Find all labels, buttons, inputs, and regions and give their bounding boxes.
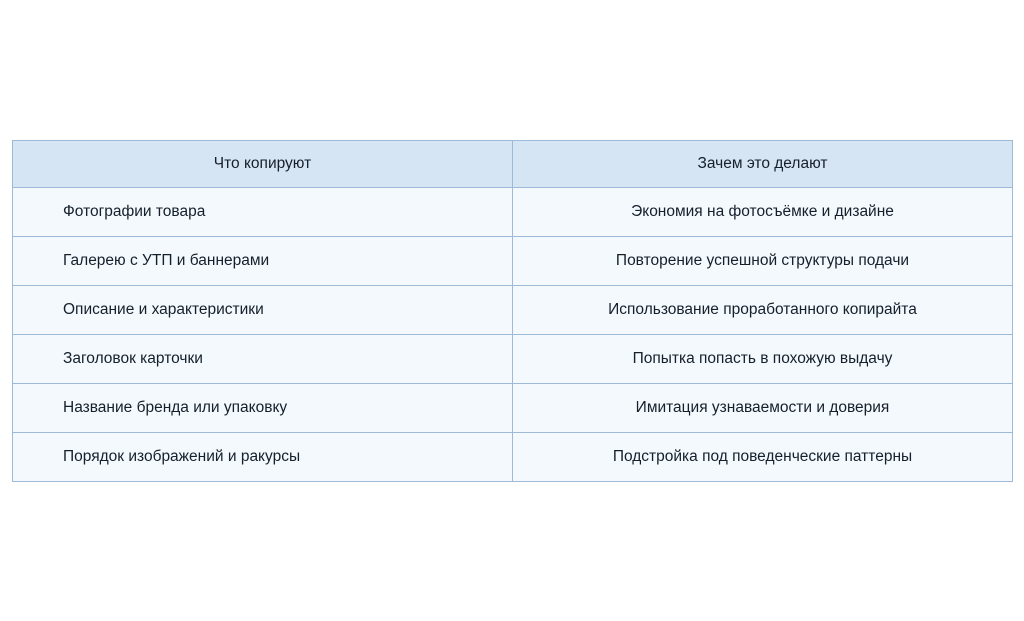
table-row — [13, 188, 1013, 237]
table-header — [13, 141, 1013, 188]
table-row — [13, 286, 1013, 335]
cell-what: Порядок изображений и ракурсы — [13, 433, 513, 482]
cell-why: Экономия на фотосъёмке и дизайне — [513, 188, 1013, 237]
cell-why: Использование проработанного копирайта — [513, 286, 1013, 335]
comparison-table — [12, 140, 1013, 482]
cell-why: Подстройка под поведенческие паттерны — [513, 433, 1013, 482]
cell-why: Имитация узнаваемости и доверия — [513, 384, 1013, 433]
column-header-why: Зачем это делают — [513, 141, 1013, 188]
cell-what: Галерею с УТП и баннерами — [13, 237, 513, 286]
table-row — [13, 433, 1013, 482]
table-row — [13, 384, 1013, 433]
cell-what: Название бренда или упаковку — [13, 384, 513, 433]
cell-why: Попытка попасть в похожую выдачу — [513, 335, 1013, 384]
cell-what: Описание и характеристики — [13, 286, 513, 335]
cell-why: Повторение успешной структуры подачи — [513, 237, 1013, 286]
cell-what: Фотографии товара — [13, 188, 513, 237]
cell-what: Заголовок карточки — [13, 335, 513, 384]
table-row — [13, 237, 1013, 286]
table-header-row — [13, 141, 1013, 188]
table-row — [13, 335, 1013, 384]
column-header-what: Что копируют — [13, 141, 513, 188]
comparison-table-container — [12, 140, 1012, 482]
table-body — [13, 188, 1013, 482]
